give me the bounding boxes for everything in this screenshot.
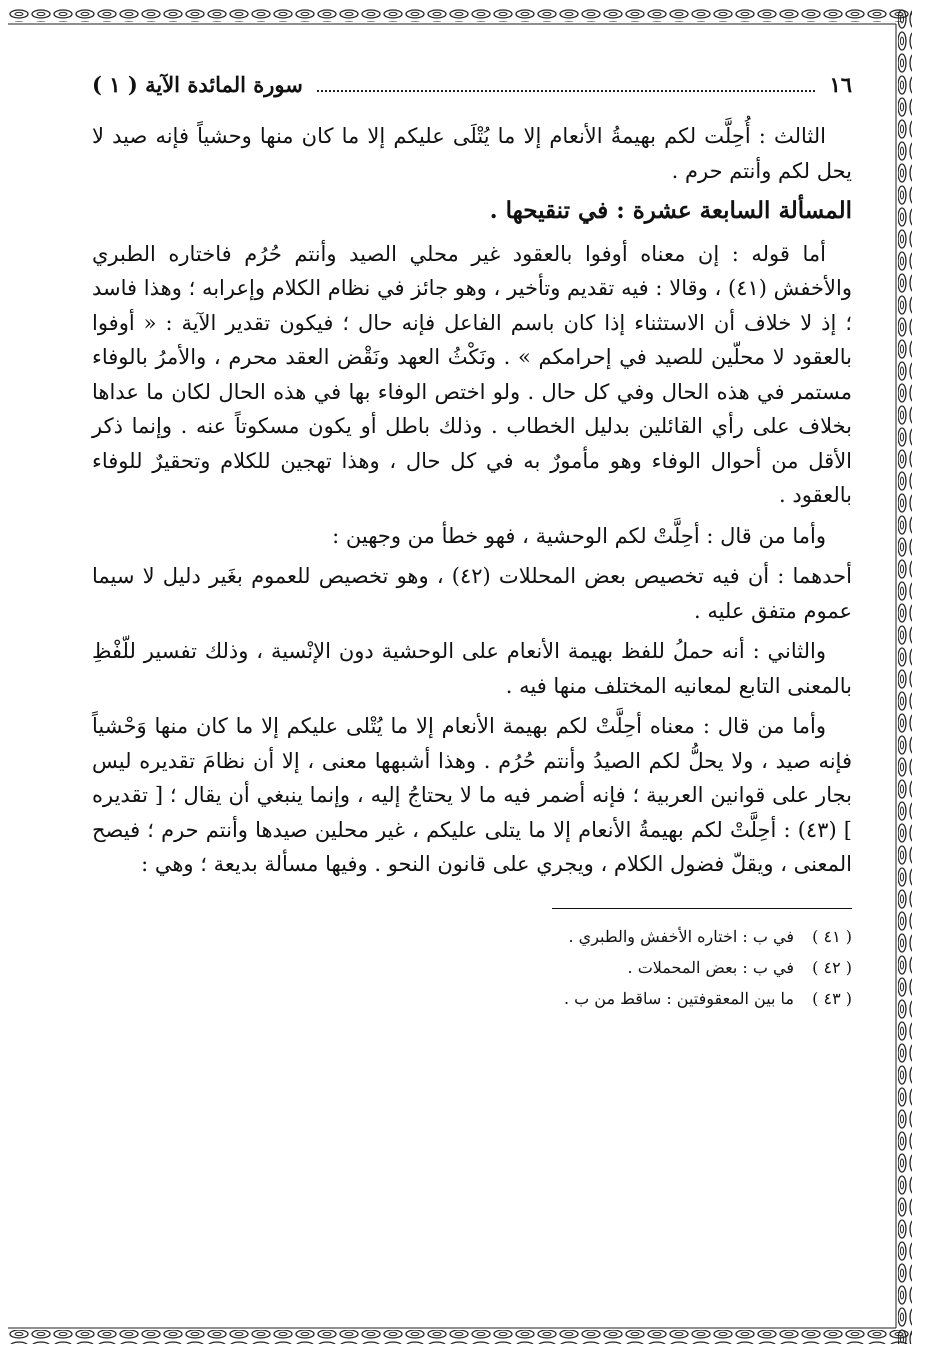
footnote-item (92, 983, 852, 1014)
header-leader-dots (317, 72, 816, 92)
footnote-number: ( ٤١ ) (812, 926, 852, 946)
footnote-item (92, 952, 852, 983)
paragraph-first-reason: أحدهما : أن فيه تخصيص بعض المحللات (٤٢) ، وهو تخصيص للعموم بغَير دليل لا سيما عموم متفق عليه . (92, 564, 852, 623)
chapter-title: سورة المائدة الآية ( ١ ) (92, 72, 303, 97)
footnote-number: ( ٤٣ ) (812, 988, 852, 1008)
paragraph-wild-animals: وأما من قال : أحِلَّتْ لكم الوحشية ، فهو خطأ من وجهين : (332, 523, 826, 548)
body-text (92, 119, 852, 882)
paragraph-first-refutation: أما قوله : إن معناه أوفوا بالعقود غير محلي الصيد وأنتم حُرُم فاختاره الطبري والأخفش (٤١) ، وقالا : فيه تقديم وتأخير ، وهو جائز في نظام الكلام وإعرابه ؛ وهذا فاسد ؛ إذ لا خلاف أن الاستثناء إذا كان باسم الفاعل فإنه حال ؛ فيكون تقدير الآية : « أوفوا بالعقود لا محلّين للصيد في إحرامكم » . ونَكْثُ العهد ونَقْض العقد محرم ، والأمرُ بالوفاء مستمر في هذه الحال وفي كل حال . ولو اختص الوفاء بها في هذه الحال لكان ما عداها بخلاف على رأي القائلين بدليل الخطاب . وذلك باطل أو يكون مسكوتاً عنه . وإنما ذكر الأقل من أحوال الوفاء وهو مأمورٌ به في كل حال ، وهذا تهجين للكلام وتحقيرٌ للوفاء بالعقود . (92, 241, 852, 507)
page-number: ١٦ (829, 72, 852, 97)
footnote-item (92, 921, 852, 952)
footnote-text: في ب : بعض المحملات . (627, 957, 794, 977)
paragraph-second-reason: والثاني : أنه حملُ للفظ بهيمة الأنعام على الوحشية دون الإنْسية ، وذلك تفسير للّفْظِ بالمعنى التابع لمعانيه المختلف منها فيه . (92, 639, 852, 698)
paragraph-final-opinion: وأما من قال : معناه أحِلَّتْ لكم بهيمة الأنعام إلا ما يُتْلى عليكم إلا ما كان منها وَحْشياً فإنه صيد ، ولا يحلُّ لكم الصيدُ وأنتم حُرُم . وهذا أشبهها معنى ، إلا أن نظامَ تقديره ليس بجار على قوانين العربية ؛ فإنه أضمر فيه ما لا يحتاجُ إليه ، وإنما ينبغي أن يقال ؛ [ تقديره ] (٤٣) : أحِلَّتْ لكم بهيمةُ الأنعام إلا ما يتلى عليكم ، غير محلين صيدها وأنتم حرم ؛ فيصح المعنى ، ويقلّ فضول الكلام ، ويجري على قانون النحو . وفيها مسألة بديعة ؛ وهي : (92, 714, 852, 876)
section-heading: المسألة السابعة عشرة : في تنقيحها . (489, 197, 852, 224)
footnote-separator (552, 908, 852, 909)
paragraph-third-opinion: الثالث : أُحِلَّت لكم بهيمةُ الأنعام إلا ما يُتْلَى عليكم إلا ما كان منها وحشياً فإنه صيد لا يحل لكم وأنتم حرم . (92, 124, 852, 183)
footnote-text: في ب : اختاره الأخفش والطبري . (568, 926, 794, 946)
footnote-text: ما بين المعقوفتين : ساقط من ب . (563, 988, 794, 1008)
running-head (92, 65, 852, 105)
footnotes (92, 921, 852, 1014)
footnote-number: ( ٤٢ ) (812, 957, 852, 977)
page-content (92, 60, 852, 1310)
